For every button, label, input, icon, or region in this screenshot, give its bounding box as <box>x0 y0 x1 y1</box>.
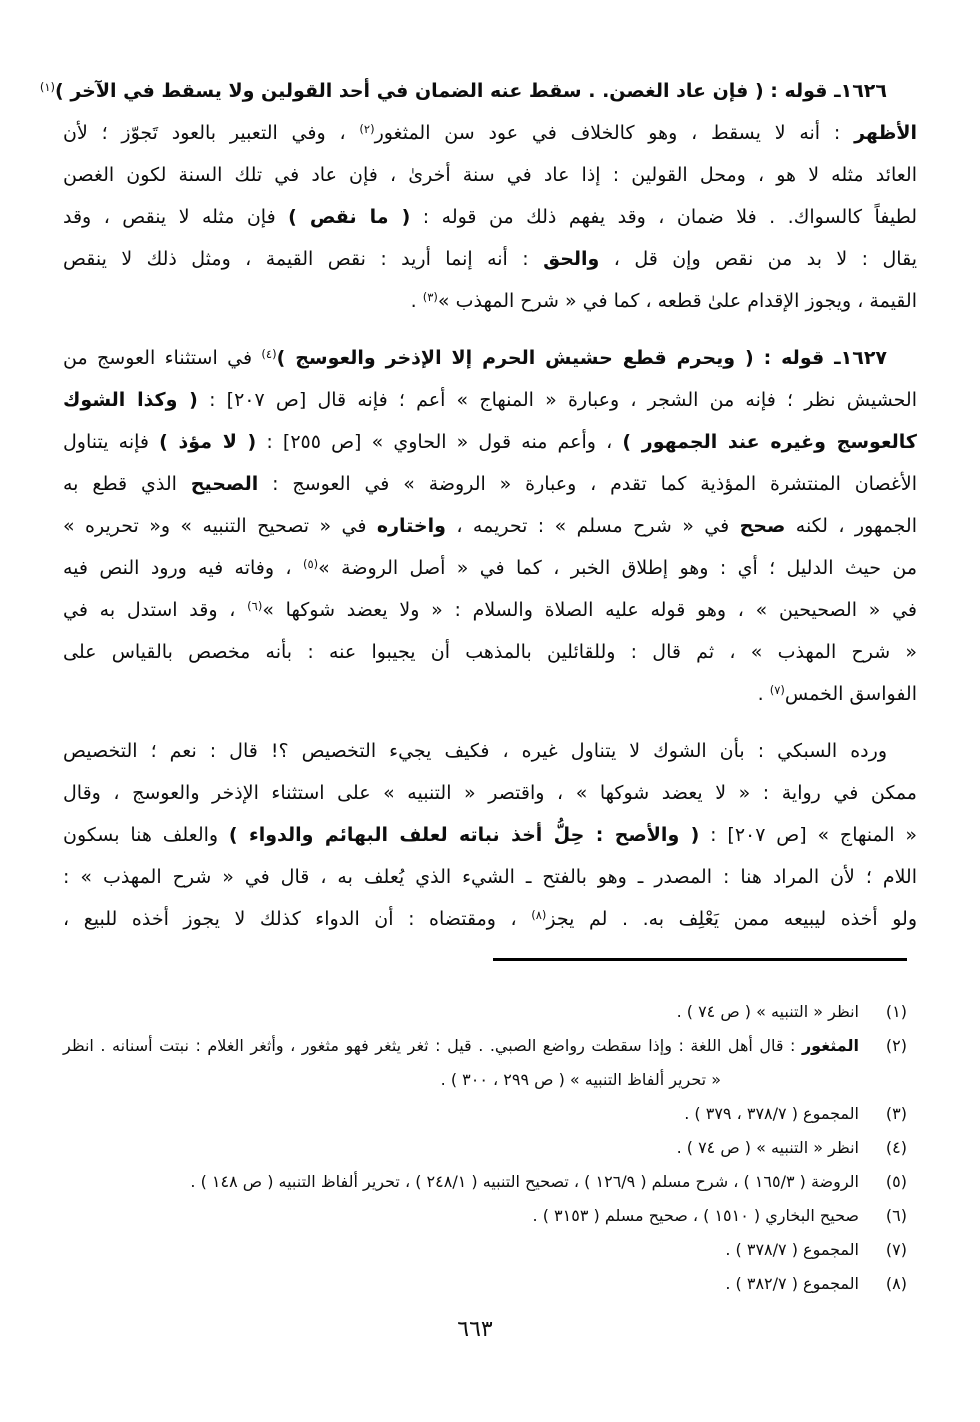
text-line <box>63 814 917 856</box>
body-text: في « تصحيح التنبيه » و« تحريره » <box>63 515 377 537</box>
keyword-bold-text: الصحيح <box>190 473 259 495</box>
footnote-ref-2: (٢) <box>359 122 375 136</box>
matn-bold-text: ( لا مؤذ ) <box>159 431 257 453</box>
body-text: . <box>410 290 423 312</box>
text-line <box>63 238 917 280</box>
body-text: فإن مثله لا ينقص ، وقد <box>63 206 289 228</box>
body-text: يقال : لا بد من نقص وإن قل ، <box>599 248 917 270</box>
text-line <box>39 70 917 112</box>
footnote-6 <box>63 1199 907 1233</box>
footnote-7 <box>63 1233 907 1267</box>
matn-bold-text: ( ما نقص ) <box>288 206 411 228</box>
matn-bold-text: ( والأصح : حِلُّ أخذ نباته لعلف البهائم والدواء ) <box>228 824 700 846</box>
term-bold-text: المثغور <box>801 1036 859 1055</box>
footnote-number: (٥) <box>885 1172 907 1191</box>
body-text: الذي قطع به <box>63 473 191 495</box>
footnote-text: المجموع ( ٣٨٢/٧ ) . <box>725 1274 859 1293</box>
text-line <box>63 589 917 631</box>
main-text <box>39 70 918 940</box>
footnote-number: (٣) <box>885 1104 907 1123</box>
body-text: اللام ؛ لأن المراد هنا : المصدر ـ وهو بالفتح ـ الشيء الذي يُعلف به ، قال في « شرح المهذب » : <box>63 866 917 888</box>
footnote-number: (٧) <box>885 1240 907 1259</box>
body-text: : أنه لا يسقط ، وهو كالخلاف في عود سن المثغور <box>374 122 855 144</box>
text-line <box>63 421 917 463</box>
body-text: فإنه يتناول <box>63 431 160 453</box>
footnote-5 <box>63 1165 907 1199</box>
body-text: ، وأعم منه قول « الحاوي » [ص ٢٥٥] : <box>256 431 623 453</box>
text-line <box>63 505 917 547</box>
footnote-text: المجموع ( ٣٧٨/٧ ، ٣٧٩ ) . <box>684 1104 859 1123</box>
footnotes-section <box>63 995 917 1301</box>
footnote-text-line <box>63 1063 859 1097</box>
footnote-4 <box>63 1131 907 1165</box>
text-line <box>63 337 917 379</box>
footnote-text: انظر « التنبيه » ( ص ٧٤ ) . <box>676 1002 859 1021</box>
text-line <box>63 463 917 505</box>
footnote-1 <box>63 995 907 1029</box>
body-text: في « الصحيحين » ، وهو قوله عليه الصلاة والسلام : « ولا يعضد شوكها » <box>262 599 917 621</box>
footnote-8 <box>63 1267 907 1301</box>
text-line <box>63 898 917 940</box>
body-text: الحشيش نظر ؛ فإنه من الشجر ، وعبارة « المنهاج » أعم ؛ فإنه قال [ص ٢٠٧] : <box>197 389 917 411</box>
text-line <box>63 280 917 322</box>
footnote-number: (٤) <box>885 1138 907 1157</box>
body-text: في « شرح مسلم » : تحريمه ، <box>445 515 740 537</box>
body-text: لطيفاً كالسواك. . فلا ضمان ، وقد يفهم ذلك من قوله : <box>410 206 917 228</box>
footnote-ref-4: (٤) <box>261 347 277 361</box>
body-text: والعلف هنا بسكون <box>63 824 229 846</box>
matn-bold-text: ١٦٢٦ـ قوله : ( فإن عاد الغصن. . سقط عنه الضمان في أحد القولين ولا يسقط في الآخر ) <box>55 80 887 102</box>
text-line <box>63 547 917 589</box>
footnote-text: المجموع ( ٣٧٨/٧ ) . <box>725 1240 859 1259</box>
body-text: ، وفاته فيه ورود النص فيه <box>63 557 303 579</box>
footnote-number: (٨) <box>885 1274 907 1293</box>
footnote-ref-7: (٧) <box>769 683 785 697</box>
text-line <box>63 856 917 898</box>
keyword-bold-text: صحح <box>739 515 786 537</box>
body-text: « شرح المهذب » ، ثم قال : وللقائلين بالمذهب أن يجيبوا عنه : بأنه مخصص بالقياس على <box>63 641 917 663</box>
footnote-2 <box>63 1029 907 1097</box>
body-text: « المنهاج » [ص ٢٠٧] : <box>699 824 917 846</box>
paragraph-1626 <box>39 70 917 322</box>
page-number <box>63 1317 917 1342</box>
body-text: ، ومقتضاه : أن الدواء كذلك لا يجوز أخذه للبيع ، <box>63 908 532 930</box>
footnote-ref-8: (٨) <box>531 908 547 922</box>
body-text: من حيث الدليل ؛ أي : وهو إطلاق الخبر ، كما في « أصل الروضة » <box>318 557 918 579</box>
body-text: القيمة ، ويجوز الإقدام علىٰ قطعه ، كما في « شرح المهذب » <box>437 290 917 312</box>
body-text: في استثناء العوسج من <box>63 347 262 369</box>
body-text: . <box>757 683 770 705</box>
body-text: ورده السبكي : بأن الشوك لا يتناول غيره ، فكيف يجيء التخصيص ؟! قال : نعم ؛ التخصيص <box>63 740 887 762</box>
body-text: العائد مثله لا هو ، ومحل القولين : إذا عاد في سنة أخرىٰ ، فإن عاد في تلك السنة لكون الغصن <box>63 164 917 186</box>
matn-bold-text: ( وكذا الشوك <box>63 389 198 411</box>
footnote-ref-3: (٣) <box>422 290 438 304</box>
body-text: الأغصان المنتشرة المؤذية كما تقدم ، وعبارة « الروضة » في العوسج : <box>258 473 917 495</box>
text-line <box>63 196 917 238</box>
text-line <box>63 772 917 814</box>
footnote-body-text: : قال أهل اللغة : وإذا سقطت رواضع الصبي. . قيل : ثغر يثغر فهو مثغور ، وأثغر الغلام : نبتت أسنانه . انظر <box>63 1036 802 1055</box>
footnote-text: انظر « التنبيه » ( ص ٧٤ ) . <box>676 1138 859 1157</box>
footnote-ref-1: (١) <box>39 80 56 94</box>
text-line <box>63 112 917 154</box>
footnote-number: (٢) <box>885 1036 907 1055</box>
footnote-ref-6: (٦) <box>247 599 263 613</box>
body-text: ، وفي التعبير بالعود تَجوّز ؛ لأن <box>63 122 360 144</box>
footnote-separator <box>493 958 907 961</box>
text-line <box>63 673 917 715</box>
keyword-bold-text: واختاره <box>376 515 446 537</box>
keyword-bold-text: الأظهر <box>854 122 917 144</box>
footnote-text <box>63 1029 859 1097</box>
body-text: الفواسق الخمس <box>784 683 917 705</box>
page-number-value: ٦٦٣ <box>457 1317 493 1342</box>
text-line <box>63 730 917 772</box>
matn-bold-text: ١٦٢٧ـ قوله : ( ويحرم قطع حشيش الحرم إلا الإذخر والعوسج ) <box>276 347 888 369</box>
paragraph-1627 <box>63 337 917 715</box>
body-text: الجمهور ، لكنه <box>785 515 917 537</box>
footnote-text-line <box>63 1029 859 1063</box>
body-text: : أنه إنما أريد : نقص القيمة ، ومثل ذلك لا ينقص <box>63 248 544 270</box>
body-text: ولو أخذه ليبيعه ممن يَعْلِف به. . لم يجز <box>546 908 917 930</box>
footnote-number: (١) <box>885 1002 907 1021</box>
footnote-number: (٦) <box>885 1206 907 1225</box>
footnote-body-text: « تحرير ألفاظ التنبيه » ( ص ٢٩٩ ، ٣٠٠ ) . <box>440 1070 721 1089</box>
matn-bold-text: كالعوسج وغيره عند الجمهور ) <box>622 431 917 453</box>
body-text: ممكن في رواية : « لا يعضد شوكها » ، واقتصر « التنبيه » على استثناء الإذخر والعوسج ، وقال <box>63 782 917 804</box>
footnote-ref-5: (٥) <box>302 557 319 571</box>
text-line <box>63 631 917 673</box>
footnote-text: صحيح البخاري ( ١٥١٠ ) ، صحيح مسلم ( ٣١٥٣ ) . <box>532 1206 859 1225</box>
text-line <box>63 379 917 421</box>
paragraph-subki <box>63 730 917 940</box>
footnote-text: الروضة ( ١٦٥/٣ ) ، شرح مسلم ( ١٢٦/٩ ) ، تصحيح التنبيه ( ٢٤٨/١ ) ، تحرير ألفاظ التنبيه ( ص ١٤٨ ) . <box>190 1172 859 1191</box>
footnote-3 <box>63 1097 907 1131</box>
body-text: ، وقد استدل به في <box>63 599 248 621</box>
keyword-bold-text: والحق <box>543 248 600 270</box>
text-line <box>63 154 917 196</box>
